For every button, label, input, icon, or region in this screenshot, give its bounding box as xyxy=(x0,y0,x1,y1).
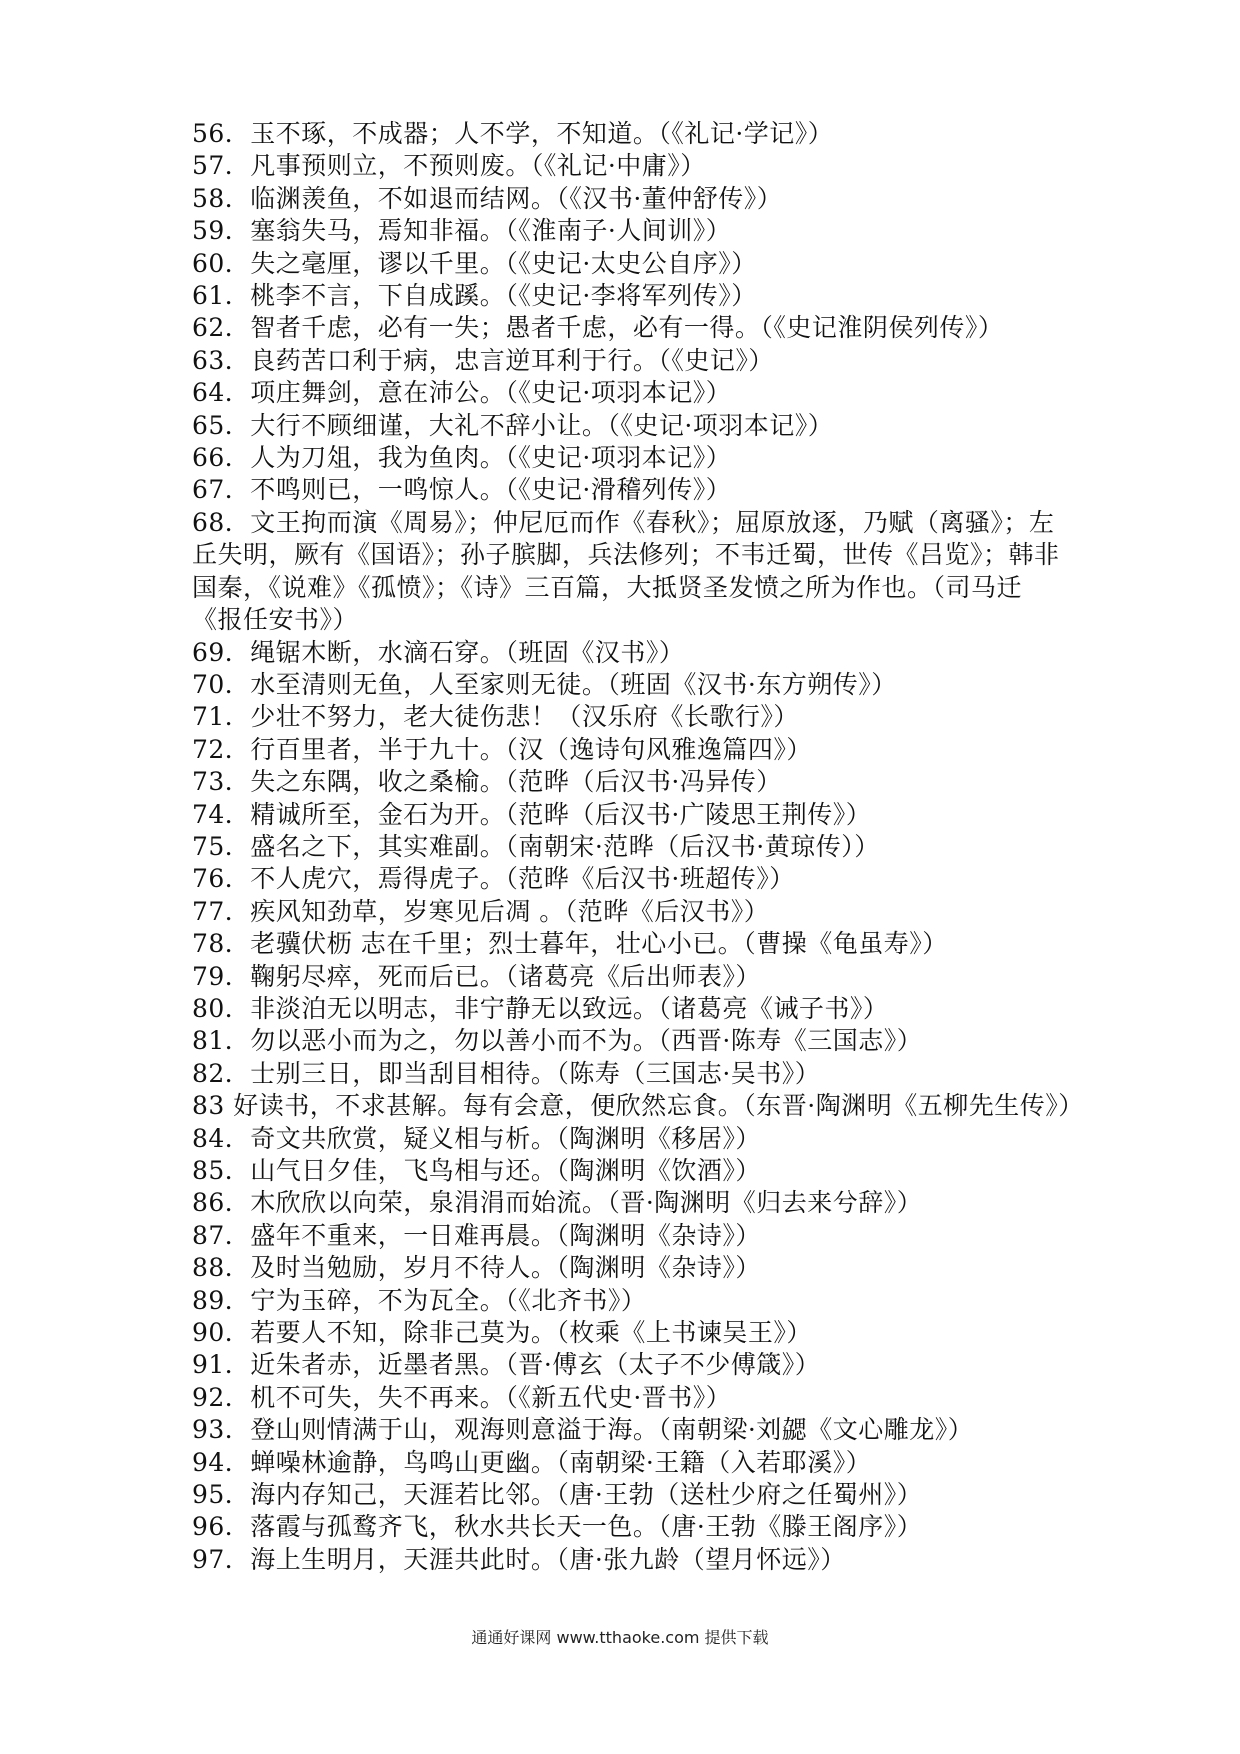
quote-line: 94．蝉噪林逾静，鸟鸣山更幽。（南朝梁·王籍（入若耶溪》） xyxy=(192,1447,872,1477)
quote-line: 64．项庄舞剑，意在沛公。（《史记·项羽本记》） xyxy=(192,378,732,408)
quote-list xyxy=(192,118,1084,1576)
quote-line: 79．鞠躬尽瘁，死而后已。（诸葛亮《后出师表》） xyxy=(192,961,761,991)
quote-line: 59．塞翁失马，焉知非福。（《淮南子·人间训》） xyxy=(192,216,732,246)
quote-line: 57．凡事预则立，不预则废。（《礼记·中庸》） xyxy=(192,151,706,181)
quote-line: 89．宁为玉碎，不为瓦全。（《北齐书》） xyxy=(192,1285,647,1315)
quote-line: 60．失之毫厘，谬以千里。（《史记·太史公自序》） xyxy=(192,248,757,278)
quote-line: 78．老骥伏枥 志在千里；烈士暮年，壮心小已。（曹操《龟虽寿》） xyxy=(192,929,948,959)
quote-line: 80．非淡泊无以明志，非宁静无以致远。（诸葛亮《诫子书》） xyxy=(192,993,889,1023)
quote-line: 61．桃李不言，下自成蹊。（《史记·李将军列传》） xyxy=(192,281,757,311)
quote-line: 68．文王拘而演《周易》；仲尼厄而作《春秋》；屈原放逐，乃赋（离骚》；左 xyxy=(192,507,1055,537)
quote-line: 96．落霞与孤鹜齐飞，秋水共长天一色。（唐·王勃《滕王阁序》） xyxy=(192,1512,923,1542)
quote-line: 71．少壮不努力，老大徒伤悲！（汉乐府《长歌行》） xyxy=(192,702,799,732)
quote-line: 74．精诚所至，金石为开。（范晔（后汉书·广陵思王荆传》） xyxy=(192,799,872,829)
quote-line: 95．海内存知己，天涯若比邻。（唐·王勃（送杜少府之任蜀州》） xyxy=(192,1480,923,1510)
quote-line: 75．盛名之下，其实难副。（南朝宋·范晔（后汉书·黄琼传）） xyxy=(192,831,880,861)
quote-line: 63．良药苦口利于病，忠言逆耳利于行。（《史记》） xyxy=(192,345,774,375)
quote-line: 丘失明，厥有《国语》；孙子膑脚，兵法修列；不韦迁蜀，世传《吕览》；韩非 xyxy=(192,540,1060,570)
quote-line: 88．及时当勉励，岁月不待人。（陶渊明《杂诗》） xyxy=(192,1253,761,1283)
quote-line: 87．盛年不重来，一日难再晨。（陶渊明《杂诗》） xyxy=(192,1220,761,1250)
quote-line: 76．不人虎穴，焉得虎子。（范晔《后汉书·班超传》） xyxy=(192,864,795,894)
quote-line: 84．奇文共欣赏，疑义相与析。（陶渊明《移居》） xyxy=(192,1123,761,1153)
quote-line: 91．近朱者赤，近墨者黑。（晋·傅玄（太子不少傅箴》） xyxy=(192,1350,821,1380)
quote-line: 《报任安书》） xyxy=(192,605,359,635)
quote-line: 73．失之东隅，收之桑榆。（范晔（后汉书·冯异传） xyxy=(192,767,782,797)
quote-line: 69．绳锯木断，水滴石穿。（班固《汉书》） xyxy=(192,637,685,667)
quote-line: 72．行百里者，半于九十。（汉（逸诗句风雅逸篇四》） xyxy=(192,734,812,764)
quote-line: 70．水至清则无鱼，人至家则无徒。（班固《汉书·东方朔传》） xyxy=(192,669,897,699)
quote-line: 81．勿以恶小而为之，勿以善小而不为。（西晋·陈寿《三国志》） xyxy=(192,1026,923,1056)
quote-line: 65．大行不顾细谨，大礼不辞小让。（《史记·项羽本记》） xyxy=(192,410,834,440)
quote-line: 67．不鸣则已，一鸣惊人。（《史记·滑稽列传》） xyxy=(192,475,732,505)
quote-line: 83 好读书，不求甚解。每有会意，便欣然忘食。（东晋·陶渊明《五柳先生传》） xyxy=(192,1091,1084,1121)
quote-line: 66．人为刀俎，我为鱼肉。（《史记·项羽本记》） xyxy=(192,443,732,473)
quote-line: 92．机不可失，失不再来。（《新五代史·晋书》） xyxy=(192,1382,732,1412)
quote-line: 82．士别三日，即当刮目相待。（陈寿（三国志·吴书》） xyxy=(192,1058,821,1088)
quote-line: 62．智者千虑，必有一失；愚者千虑，必有一得。（《史记淮阴侯列传》） xyxy=(192,313,1004,343)
quote-line: 90．若要人不知，除非己莫为。（枚乘《上书谏吴王》） xyxy=(192,1318,812,1348)
quote-line: 56．玉不琢，不成器；人不学，不知道。（《礼记·学记》） xyxy=(192,119,834,148)
page-footer: 通通好课网 www.tthaoke.com 提供下载 xyxy=(471,1628,769,1647)
quote-line: 58．临渊羡鱼，不如退而结网。（《汉书·董仲舒传》） xyxy=(192,183,783,213)
quote-line: 85．山气日夕佳，飞鸟相与还。（陶渊明《饮酒》） xyxy=(192,1156,761,1185)
quote-line: 86．木欣欣以向荣，泉涓涓而始流。（晋·陶渊明《归去来兮辞》） xyxy=(192,1188,923,1218)
quote-line: 93．登山则情满于山，观海则意溢于海。（南朝梁·刘勰《文心雕龙》） xyxy=(192,1415,974,1445)
quote-line: 97．海上生明月，天涯共此时。（唐·张九龄（望月怀远》） xyxy=(192,1544,846,1574)
quote-line: 77．疾风知劲草，岁寒见后凋 。（范晔《后汉书》） xyxy=(192,896,770,926)
quote-line: 国秦，《说难》《孤愤》；《诗》三百篇，大抵贤圣发愤之所为作也。（司马迁 xyxy=(192,572,1023,602)
